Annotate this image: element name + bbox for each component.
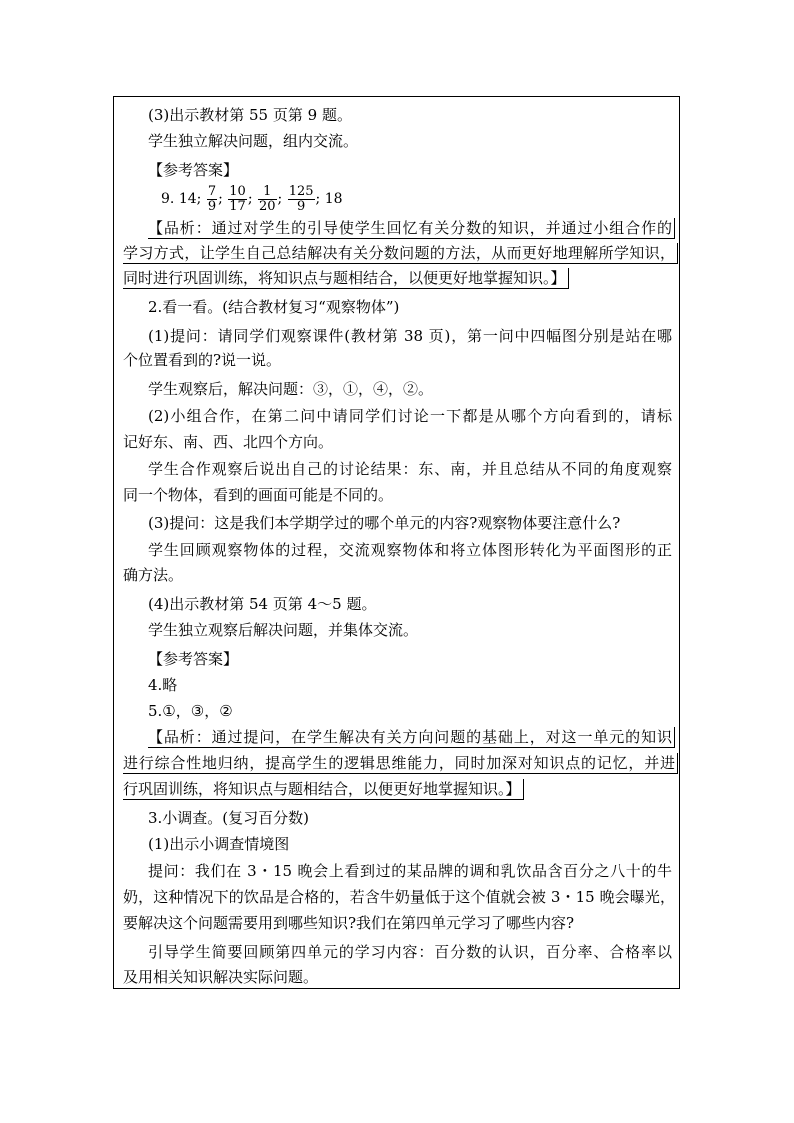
text-line: 记好东、南、西、北四个方向。 [123,433,334,451]
text-line: (2)小组合作，在第二问中请同学们讨论一下都是从哪个方向看到的，请标 [148,407,672,425]
commentary-line: 学习方式，让学生自己总结解决有关分数问题的方法，从而更好地理解所学知识， [123,243,678,264]
text-line: (4)出示教材第 54 页第 4～5 题。 [148,595,377,613]
fraction: $\frac{1}{20}$ [258,183,276,214]
commentary-line: 【品析：通过对学生的引导使学生回忆有关分数的知识，并通过小组合作的 [148,218,675,239]
answer-9: 9. 14; $\frac{7}{9}$ ; $\frac{10}{17}$ ; $\frac{1}{20}$ ; $\frac{125}{9}$ ; 18 [161,183,343,214]
text-line: 【参考答案】 [148,650,239,668]
text-line: 确方法。 [123,566,184,584]
answer-value: 18 [324,191,343,207]
section-heading: 3.小调查。(复习百分数) [148,809,310,827]
section-heading: 2.看一看。(结合教材复习“观察物体”) [148,298,400,316]
text-line: (1)出示小调查情境图 [148,835,290,853]
fraction: $\frac{125}{9}$ [288,183,314,214]
text-line: 引导学生简要回顾第四单元的学习内容：百分数的认识，百分率、合格率以 [148,943,672,961]
text-line: (3)出示教材第 55 页第 9 题。 [148,106,352,124]
fraction: $\frac{7}{9}$ [207,183,217,214]
text-line: 学生合作观察后说出自己的讨论结果：东、南，并且总结从不同的角度观察 [148,460,672,478]
lesson-frame [113,96,680,989]
text-line: 要解决这个问题需要用到哪些知识?我们在第四单元学习了哪些内容? [123,914,575,932]
commentary-line: 行巩固训练，将知识点与题相结合，以便更好地掌握知识。】 [123,779,524,800]
text-line: 提问：我们在 3・15 晚会上看到过的某品牌的调和乳饮品含百分之八十的牛 [148,862,672,880]
text-line: 同一个物体，看到的画面可能是不同的。 [123,486,394,504]
text-line: (3)提问：这是我们本学期学过的哪个单元的内容?观察物体要注意什么? [148,514,621,532]
commentary-line: 同时进行巩固训练，将知识点与题相结合，以便更好地掌握知识。】 [123,268,569,289]
text-line: 及用相关知识解决实际问题。 [123,968,319,986]
text-line: 4.略 [148,676,178,694]
commentary-line: 进行综合性地归纳，提高学生的逻辑思维能力，同时加深对知识点的记忆，并进 [123,753,678,774]
commentary-line: 【品析：通过提问，在学生解决有关方向问题的基础上，对这一单元的知识 [148,727,675,748]
text-line: 学生独立解决问题，组内交流。 [148,132,359,150]
text-line: 【参考答案】 [148,161,239,179]
text-line: 奶，这种情况下的饮品是合格的，若含牛奶量低于这个值就会被 3・15 晚会曝光， [123,888,675,906]
text-line: 个位置看到的?说一说。 [123,351,282,369]
text-line: 学生独立观察后解决问题，并集体交流。 [148,621,419,639]
answer-label: 9. [161,191,175,207]
text-line: (1)提问：请同学们观察课件(教材第 38 页)，第一问中四幅图分别是站在哪 [148,327,672,345]
answer-value: 14 [178,191,197,207]
fraction: $\frac{10}{17}$ [229,183,246,214]
text-line: 学生观察后，解决问题：③，①，④，②。 [148,380,434,398]
text-line: 5.①，③，② [148,702,233,720]
text-line: 学生回顾观察物体的过程，交流观察物体和将立体图形转化为平面图形的正 [148,541,672,559]
